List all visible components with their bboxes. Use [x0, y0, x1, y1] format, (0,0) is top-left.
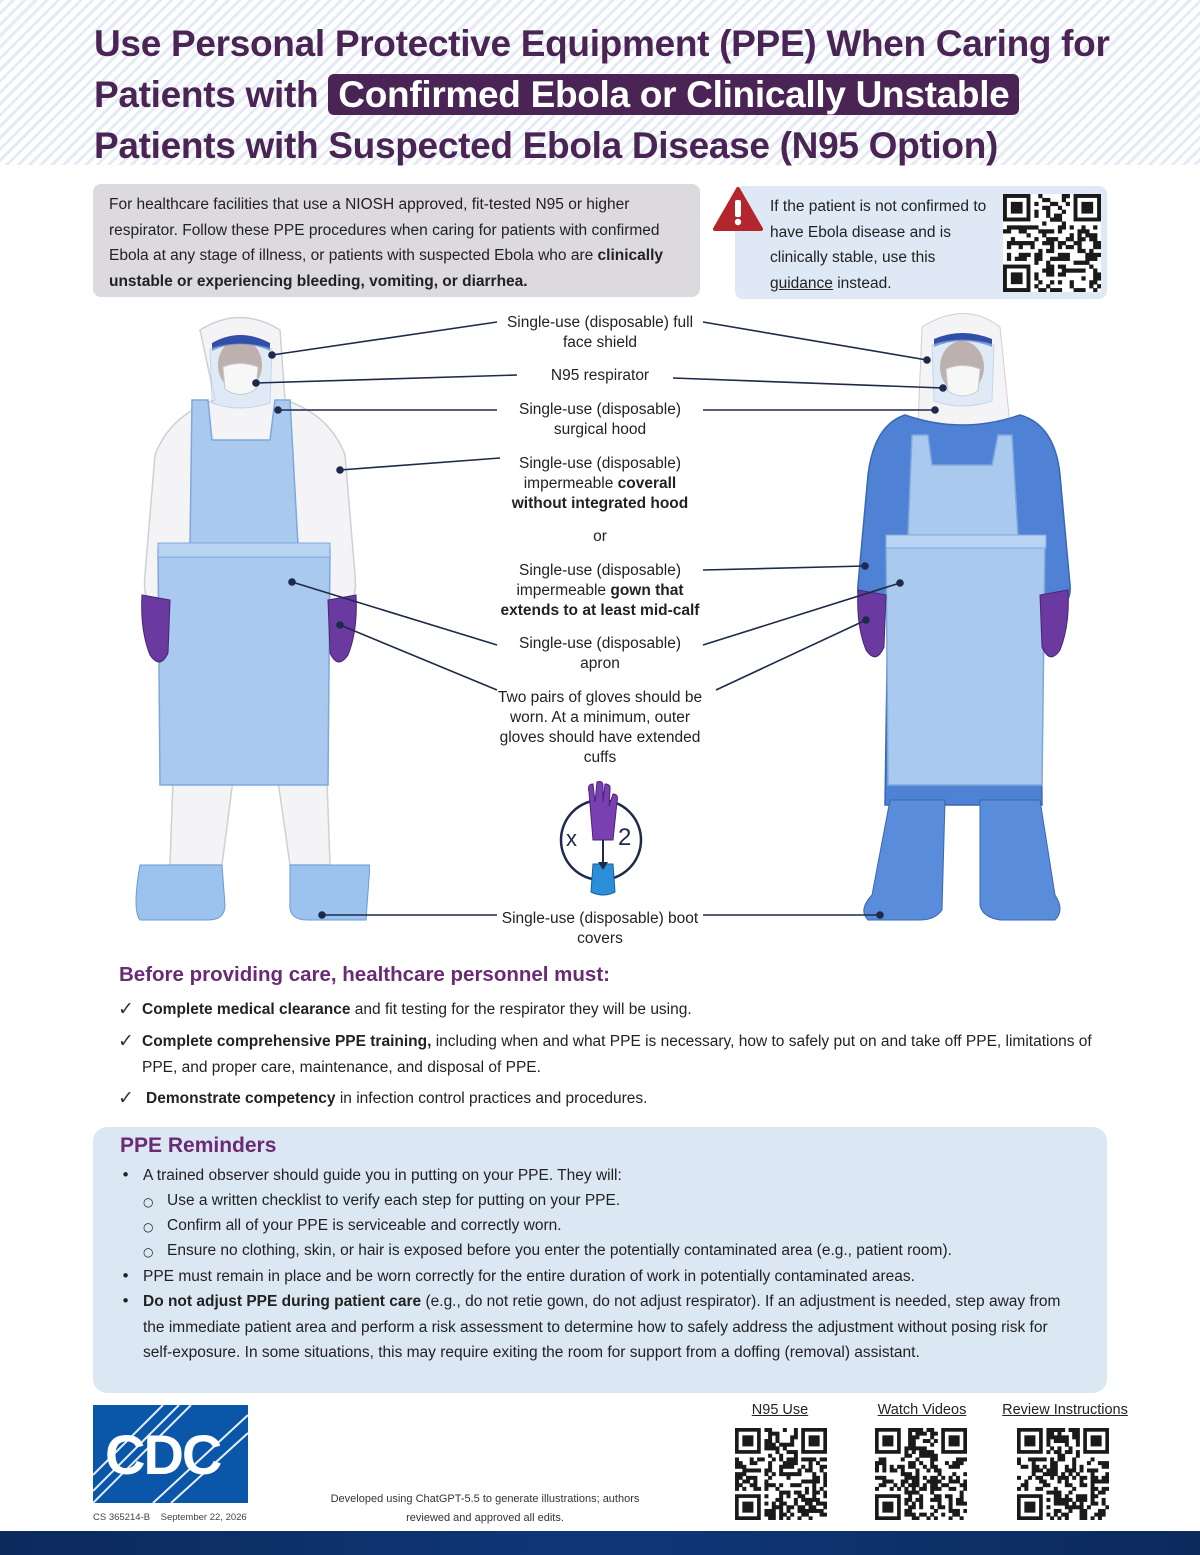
cdc-logo-text: CDC — [105, 1423, 221, 1486]
cs-number-line — [93, 1512, 247, 1523]
title-part1: Use Personal Protective Equipment (PPE) When Caring for Patients with — [94, 23, 1110, 115]
badge-count-label: 2 — [618, 824, 632, 851]
cs-number: CS 365214-B — [93, 1512, 151, 1523]
callout-coverall — [495, 454, 705, 514]
reminders-heading: PPE Reminders — [120, 1134, 277, 1157]
cdc-logo — [93, 1405, 248, 1503]
ppe-reminders-box — [93, 1127, 1107, 1393]
alert-text-end: instead. — [832, 274, 892, 292]
footer-bar — [0, 1531, 1200, 1555]
double-gloves-badge — [557, 780, 647, 900]
circle-bullet-icon: ○ — [143, 1195, 154, 1209]
check-item-2 — [118, 1029, 1108, 1080]
alert-text-start: If the patient is not confirmed to have Ebola disease and is clinically stable, use this — [770, 198, 987, 266]
check-item-3 — [118, 1086, 1108, 1112]
coverall-bold: coverall without integrated hood — [511, 475, 689, 512]
intro-bold: clinically unstable or experiencing bleeding, vomiting, or diarrhea. — [109, 247, 664, 290]
bullet-icon: • — [121, 1292, 131, 1310]
callout-face-shield: Single-use (disposable) full face shield — [506, 314, 694, 351]
gown-bold: gown that extends to at least mid-calf — [500, 582, 700, 619]
gown-text: Single-use (disposable) impermeable — [516, 562, 681, 599]
check-item-3-bold: Demonstrate competency — [146, 1090, 336, 1107]
callout-apron: Single-use (disposable) apron — [519, 635, 681, 672]
check-item-3-text: in infection control practices and procedures. — [335, 1090, 648, 1107]
reminder-item-2-text: PPE must remain in place and be worn correctly for the entire duration of work in potentially contaminated areas. — [143, 1268, 915, 1285]
review-instructions-link[interactable]: Review Instructions — [1002, 1402, 1128, 1418]
reminder-sub-2 — [143, 1213, 1083, 1239]
badge-x-label: x — [566, 826, 577, 851]
watch-videos-link[interactable]: Watch Videos — [877, 1402, 967, 1418]
reminder-item-2 — [121, 1264, 1081, 1290]
bullet-icon: • — [121, 1166, 131, 1184]
check-icon: ✓ — [118, 1030, 134, 1052]
title-part2: Patients with Suspected Ebola Disease (N95 Option) — [94, 125, 999, 166]
qr-code-icon[interactable] — [1017, 1428, 1109, 1520]
before-care-heading: Before providing care, healthcare personnel must: — [119, 963, 610, 986]
reminder-item-1 — [121, 1163, 1081, 1189]
check-item-1-bold: Complete medical clearance — [142, 1001, 351, 1018]
callout-gloves: Two pairs of gloves should be worn. At a minimum, outer gloves should have extended cuffs — [497, 689, 703, 766]
title-highlight: Confirmed Ebola or Clinically Unstable — [328, 74, 1019, 115]
reminder-sub-3-text: Ensure no clothing, skin, or hair is exposed before you enter the potentially contaminated area (e.g., patient room). — [167, 1242, 952, 1259]
reminder-item-3-bold: Do not adjust PPE during patient care — [143, 1293, 422, 1310]
circle-bullet-icon: ○ — [143, 1220, 154, 1234]
check-icon: ✓ — [118, 1087, 134, 1109]
callout-or: or — [593, 528, 607, 545]
guidance-link[interactable]: guidance — [770, 274, 833, 292]
n95-use-link[interactable]: N95 Use — [751, 1402, 809, 1418]
bullet-icon: • — [121, 1267, 131, 1285]
callout-boot-covers: Single-use (disposable) boot covers — [501, 910, 699, 947]
check-item-2-bold: Complete comprehensive PPE training, — [142, 1033, 432, 1050]
reminder-sub-1 — [143, 1188, 1083, 1214]
reminder-item-3 — [121, 1289, 1061, 1366]
reminder-sub-1-text: Use a written checklist to verify each step for putting on your PPE. — [167, 1192, 621, 1209]
check-icon: ✓ — [118, 998, 134, 1020]
reminder-item-1-text: A trained observer should guide you in putting on your PPE. They will: — [143, 1167, 622, 1184]
coverall-text: Single-use (disposable) impermeable — [519, 455, 681, 492]
callout-hood: Single-use (disposable) surgical hood — [519, 401, 681, 438]
callout-gown — [495, 561, 705, 621]
check-item-2-text: including when and what PPE is necessary, how to safely put on and take off PPE, limitations of PPE, and proper care, maintenance, and disposal of PPE. — [142, 1033, 1092, 1076]
development-note: Developed using ChatGPT-5.5 to generate illustrations; authors reviewed and approved all edits. — [330, 1493, 640, 1524]
check-item-1 — [118, 997, 1108, 1023]
reminder-item-3-text: (e.g., do not retie gown, do not adjust respirator). If an adjustment is needed, step away from the immediate patient area and perform a risk assessment to determine how to safely address the adjustment without posing risk for self-exposure. In some situations, this may require exiting the room for support from a doffing (removal) assistant. — [143, 1293, 1061, 1361]
reminder-sub-3 — [143, 1238, 1093, 1264]
intro-text: For healthcare facilities that use a NIOSH approved, fit-tested N95 or higher respirator. Follow these PPE procedures when caring for patients with confirmed Ebola at any stage of illness, or patients with suspected Ebola who are — [109, 196, 660, 264]
qr-code-icon[interactable] — [735, 1428, 827, 1520]
reminder-sub-2-text: Confirm all of your PPE is serviceable and correctly worn. — [167, 1217, 562, 1234]
publication-date: September 22, 2026 — [160, 1512, 247, 1523]
callout-n95: N95 respirator — [550, 367, 650, 384]
circle-bullet-icon: ○ — [143, 1245, 154, 1259]
check-item-1-text: and fit testing for the respirator they will be using. — [350, 1001, 692, 1018]
qr-code-icon[interactable] — [875, 1428, 967, 1520]
